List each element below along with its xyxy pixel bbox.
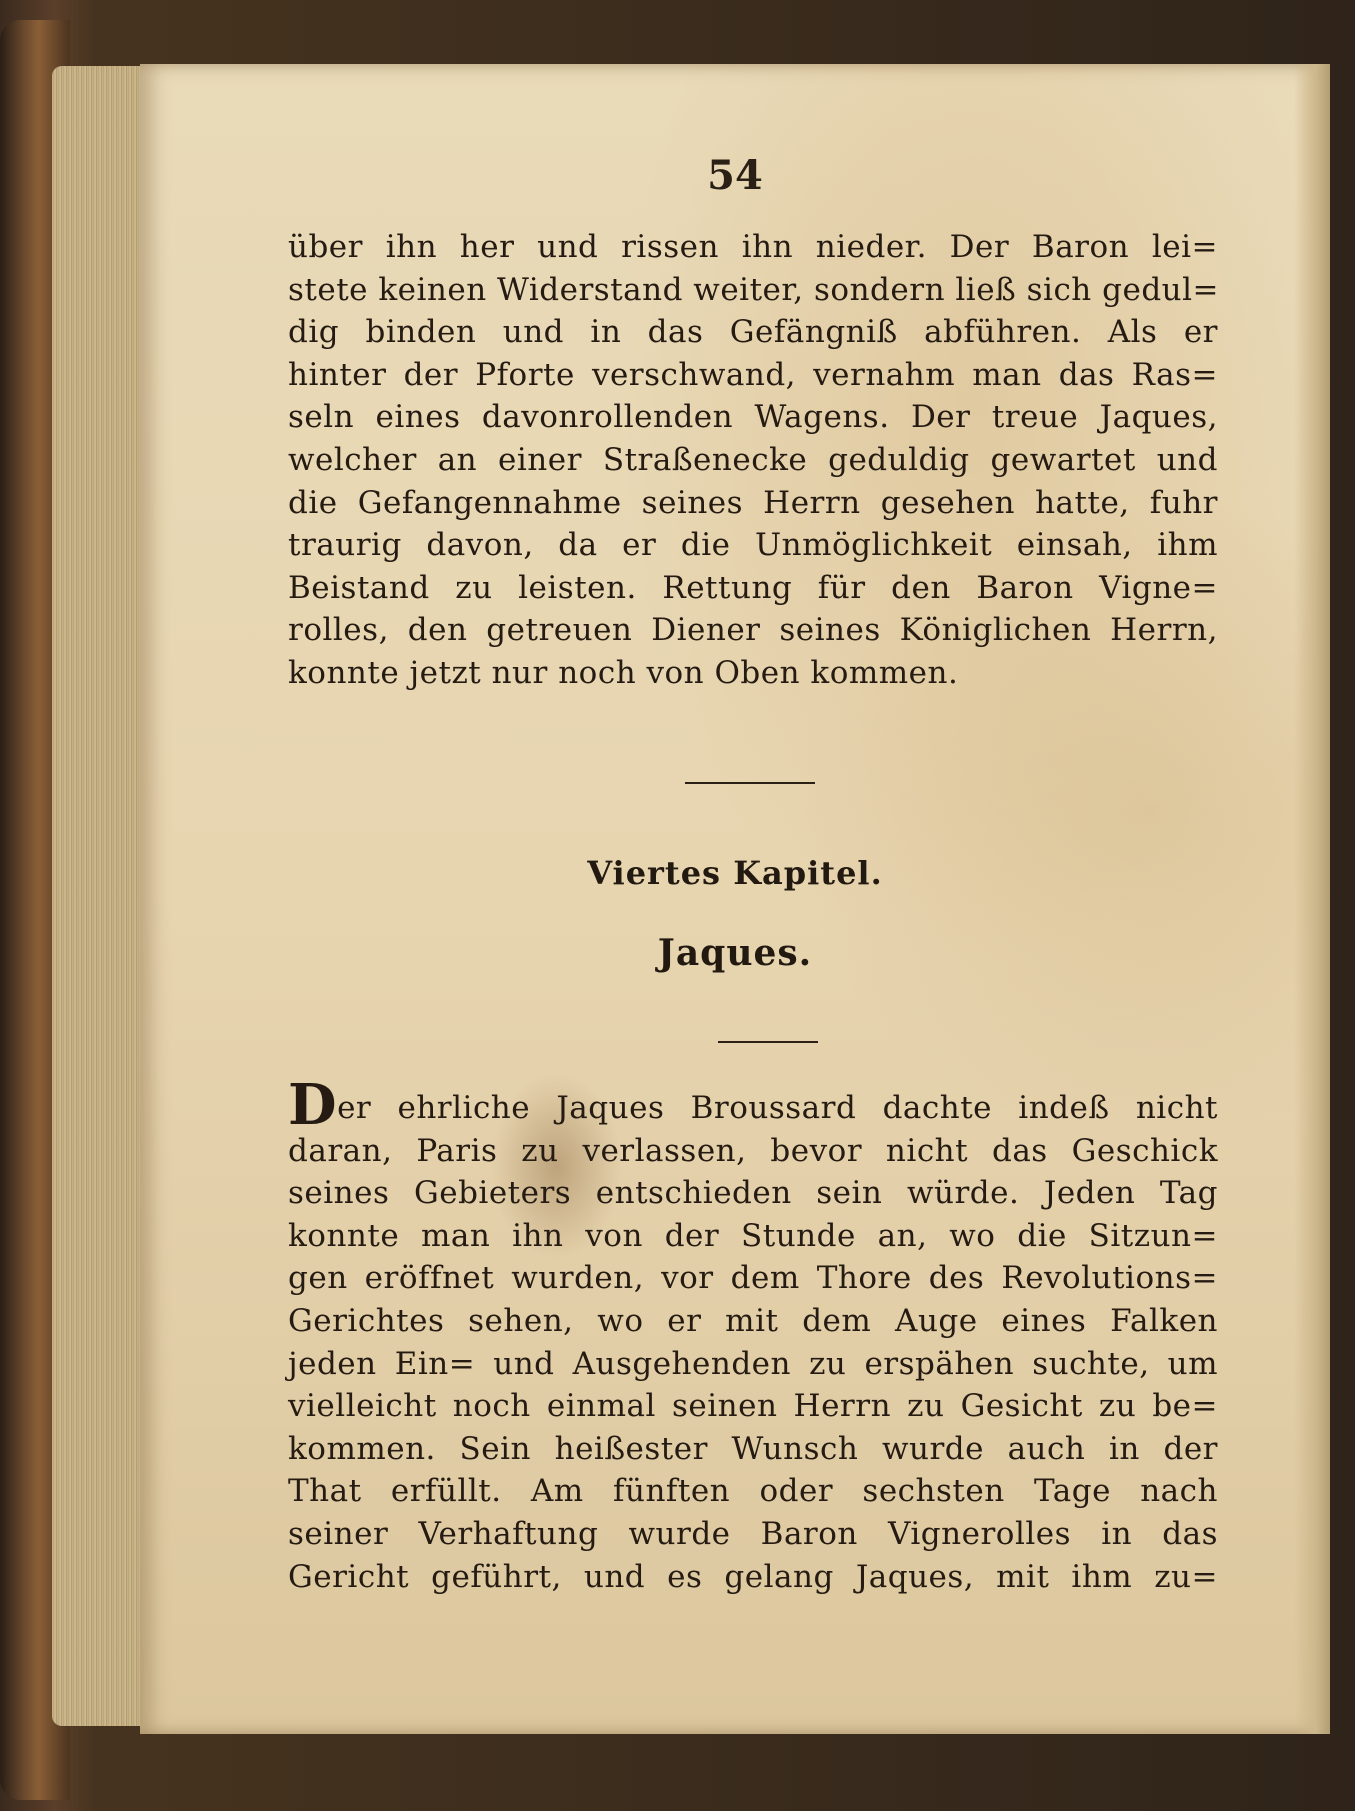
text-line: jeden Ein= und Ausgehenden zu erspähen suchte, um: [288, 1345, 1218, 1382]
drop-cap: D: [288, 1072, 338, 1138]
text-line: seines Gebieters entschieden sein würde. Jeden Tag: [288, 1175, 1218, 1212]
text-line: Gericht geführt, und es gelang Jaques, mit ihm zu=: [288, 1558, 1218, 1595]
text-line: seiner Verhaftung wurde Baron Vignerolles in das: [288, 1515, 1218, 1552]
text-line: dig binden und in das Gefängniß abführen. Als er: [288, 314, 1218, 351]
text-line: vielleicht noch einmal seinen Herrn zu Gesicht zu be=: [288, 1388, 1218, 1425]
text-line: kommen. Sein heißester Wunsch wurde auch in der: [288, 1430, 1218, 1467]
title-divider: [718, 1041, 818, 1043]
text-line: Beistand zu leisten. Rettung für den Baron Vigne=: [288, 569, 1218, 606]
paragraph-2: [288, 1072, 1218, 1598]
text-line: welcher an einer Straßenecke geduldig gewartet und: [288, 441, 1218, 478]
text-line: konnte jetzt nur noch von Oben kommen.: [288, 654, 959, 691]
text-line: traurig davon, da er die Unmöglichkeit einsah, ihm: [288, 527, 1218, 564]
text-line: seln eines davonrollenden Wagens. Der treue Jaques,: [288, 399, 1218, 436]
text-line: gen eröffnet wurden, vor dem Thore des Revolutions=: [288, 1260, 1218, 1297]
text-line: That erfüllt. Am fünften oder sechsten Tage nach: [288, 1473, 1218, 1510]
text-line: hinter der Pforte verschwand, vernahm man das Ras=: [288, 356, 1218, 393]
text-line: über ihn her und rissen ihn nieder. Der Baron lei=: [288, 229, 1218, 265]
book-page: [140, 64, 1330, 1734]
page-edges: [52, 66, 152, 1726]
text-line: Gerichtes sehen, wo er mit dem Auge eines Falken: [288, 1302, 1218, 1339]
section-divider: [685, 782, 815, 784]
text-line: rolles, den getreuen Diener seines Königlichen Herrn,: [288, 612, 1218, 649]
text-line: daran, Paris zu verlassen, bevor nicht das Geschick: [288, 1132, 1218, 1169]
page-number: 54: [707, 152, 763, 199]
page-gutter: [1294, 64, 1330, 1734]
text-line: konnte man ihn von der Stunde an, wo die Sitzun=: [288, 1217, 1218, 1254]
text-line-first: [288, 1072, 1218, 1138]
chapter-title: Jaques.: [657, 932, 813, 974]
text-line: die Gefangennahme seines Herrn gesehen hatte, fuhr: [288, 484, 1218, 521]
chapter-number: Viertes Kapitel.: [587, 854, 883, 892]
first-line-text: er ehrliche Jaques Broussard dachte indeß nicht: [337, 1090, 1218, 1126]
text-line: stete keinen Widerstand weiter, sondern ließ sich gedul=: [288, 271, 1220, 308]
paragraph-1: [288, 226, 1218, 695]
